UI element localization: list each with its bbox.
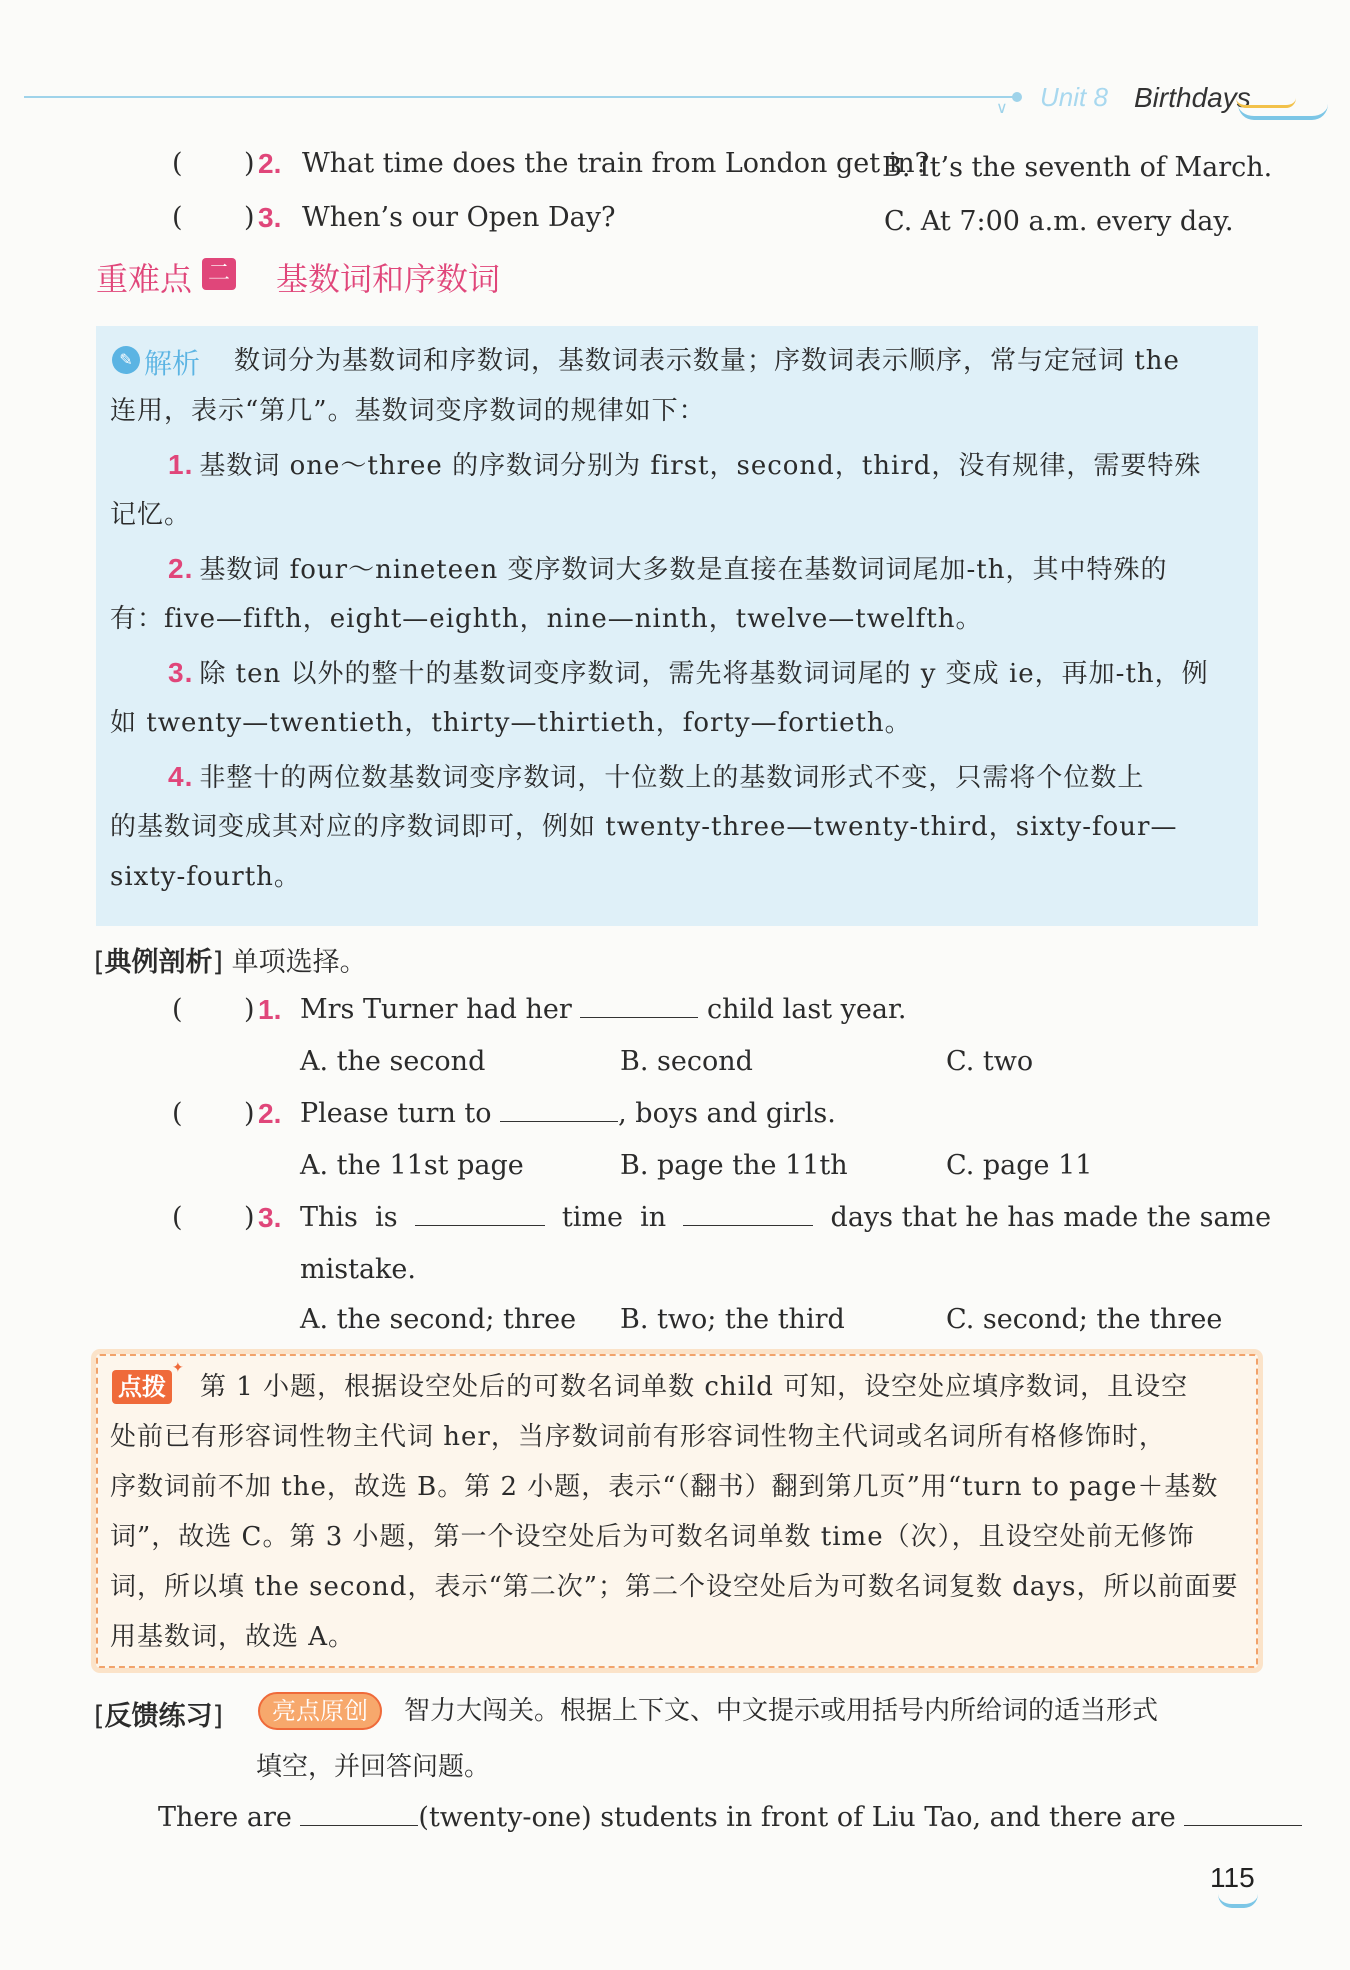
pencil-icon: ✎ [112,346,140,374]
original-badge: 亮点原创 [258,1692,382,1730]
answer-paren-close: ) [244,1202,255,1233]
answer-paren-close: ) [244,994,255,1025]
feedback-instruction: 智力大闯关。根据上下文、中文提示或用括号内所给词的适当形式 [404,1696,1159,1726]
stem-text: time [561,1202,623,1233]
tip-line: 处前已有形容词性物主代词 her，当序数词前有形容词性物主代词或名词所有格修饰时， [110,1422,1166,1452]
tip-badge: 点拨 [112,1370,172,1404]
question-text: What time does the train from London get in? [302,148,930,179]
stem-text: This [300,1202,358,1233]
rule-number: 4. [168,761,194,792]
stem-text: days that he has made the same [830,1202,1272,1233]
question-number: 2. [258,148,282,179]
answer-blank[interactable] [500,1098,618,1122]
rule-number: 3. [168,657,194,688]
unit-title: Birthdays [1134,82,1251,113]
choice-a: A. the second; three [300,1304,577,1335]
rule-line [168,656,1209,690]
sentence-text: There are [158,1802,292,1833]
rule-line [168,448,1201,482]
feedback-heading-label: 反馈练习 [104,1701,213,1732]
answer-paren-open: ( [172,1098,183,1129]
analysis-tag: 解析 [144,347,201,380]
title-swoosh [1238,104,1328,120]
answer-paren-open: ( [172,1202,183,1233]
answer-blank[interactable] [300,1802,418,1826]
stem-text: child last year. [706,994,907,1025]
answer-paren-close: ) [244,1098,255,1129]
choice-b: B. second [620,1046,753,1077]
question-stem [300,994,907,1026]
answer-blank[interactable] [580,994,698,1018]
answer-paren-open: ( [172,148,183,179]
question-number: 1. [258,994,282,1025]
rule-text: 基数词 four～nineteen 变序数词大多数是直接在基数词词尾加-th，其中特殊的 [199,555,1168,585]
page-number-swoosh [1218,1894,1258,1908]
choice-b: B. two; the third [620,1304,845,1335]
tip-line: 词”，故选 C。第 3 小题，第一个设空处后为可数名词单数 time（次），且设空处前无修饰 [110,1522,1195,1552]
sparkle-icon: ✦ [172,1360,184,1376]
unit-label: Unit 8 [1040,82,1108,112]
choice-c: C. second; the three [946,1304,1223,1335]
choice-a: A. the 11st page [300,1150,524,1181]
rule-number: 1. [168,449,194,480]
exercise-sentence [158,1802,1302,1834]
question-stem [300,1202,1271,1234]
stem-text: Please turn to [300,1098,492,1129]
sentence-text: (twenty-one) students in front of Liu Tao, and there are [418,1802,1176,1833]
question-stem-cont: mistake. [300,1254,416,1285]
answer-blank[interactable] [683,1202,813,1226]
answer-paren-open: ( [172,202,183,233]
rule-line: sixty-fourth。 [110,862,301,892]
rule-line: 记忆。 [110,500,192,530]
rule-text: 除 ten 以外的整十的基数词变序数词，需先将基数词词尾的 y 变成 ie，再加-th，例 [199,659,1209,689]
analysis-intro: 数词分为基数词和序数词，基数词表示数量；序数词表示顺序，常与定冠词 the [234,346,1180,376]
header-dot [1012,92,1022,102]
rule-text: 非整十的两位数基数词变序数词，十位数上的基数词形式不变，只需将个位数上 [199,763,1145,793]
analysis-intro: 连用，表示“第几”。基数词变序数词的规律如下： [110,396,706,426]
answer-blank[interactable] [415,1202,545,1226]
section-badge: 二 [202,258,236,290]
choice-b: B. page the 11th [620,1150,848,1181]
question-number: 3. [258,1202,282,1233]
answer-paren-close: ) [244,148,255,179]
question-stem [300,1098,836,1130]
question-text: When’s our Open Day? [302,202,616,233]
rule-line: 有：five—fifth，eight—eighth，nine—ninth，twelve—twelfth。 [110,604,983,634]
tip-line: 词，所以填 the second，表示“第二次”；第二个设空处后为可数名词复数 days，所以前面要 [110,1572,1239,1602]
choice-c: C. two [946,1046,1034,1077]
tip-line: 用基数词，故选 A。 [110,1622,356,1652]
feedback-instruction: 填空，并回答问题。 [256,1752,491,1782]
section-title: 重难点 [96,260,193,298]
rule-number: 2. [168,553,194,584]
question-number: 2. [258,1098,282,1129]
answer-option: B. It’s the seventh of March. [882,152,1273,183]
rule-line: 的基数词变成其对应的序数词即可，例如 twenty-three—twenty-third，sixty-four— [110,812,1178,842]
stem-text: in [640,1202,667,1233]
answer-option: C. At 7:00 a.m. every day. [884,206,1234,237]
feedback-heading: [反馈练习] [94,1701,224,1732]
tip-line: 序数词前不加 the，故选 B。第 2 小题，表示“（翻书）翻到第几页”用“turn to page＋基数 [110,1472,1219,1502]
rule-line: 如 twenty—twentieth，thirty—thirtieth，forty—fortieth。 [110,708,912,738]
rule-line [168,760,1144,794]
answer-blank[interactable] [1184,1802,1302,1826]
stem-text: is [375,1202,398,1233]
header-rule [24,96,1014,98]
stem-text: , boys and girls. [618,1098,836,1129]
examples-heading-label: 典例剖析 [104,947,213,978]
examples-heading: [典例剖析] 单项选择。 [94,947,367,978]
rule-text: 基数词 one～three 的序数词分别为 first，second，third，没有规律，需要特殊 [199,451,1202,481]
choice-c: C. page 11 [946,1150,1093,1181]
section-subtitle: 基数词和序数词 [276,260,501,298]
tip-line: 第 1 小题，根据设空处后的可数名词单数 child 可知，设空处应填序数词，且设空 [200,1372,1189,1402]
stem-text: Mrs Turner had her [300,994,572,1025]
answer-paren-open: ( [172,994,183,1025]
choice-a: A. the second [300,1046,486,1077]
page-number: 115 [1210,1862,1255,1893]
answer-paren-close: ) [244,202,255,233]
rule-line [168,552,1167,586]
question-number: 3. [258,202,282,233]
header-chevron-icon: ∨ [996,98,1008,117]
examples-instruction: 单项选择。 [231,947,367,978]
